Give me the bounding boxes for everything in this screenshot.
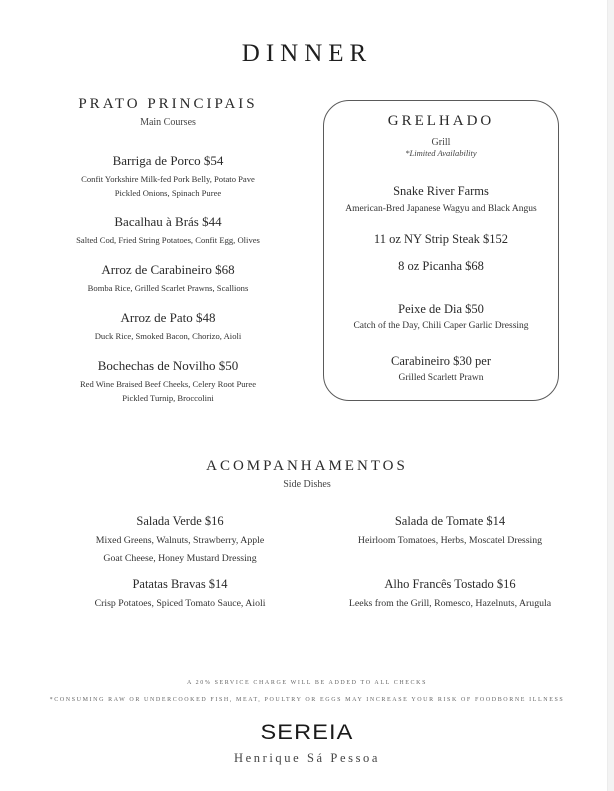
item-description (40, 172, 296, 200)
item-description (40, 595, 320, 613)
item-description (40, 329, 296, 343)
grill-item (324, 184, 558, 214)
desc-line: Pickled Turnip, Broccolini (122, 393, 214, 403)
grill-item (324, 302, 558, 331)
sides-header (0, 458, 614, 490)
mains-title: PRATO PRINCIPAIS (78, 96, 258, 112)
chef-name: Henrique Sá Pessoa (233, 751, 381, 765)
menu-item (40, 262, 296, 295)
menu-item (40, 153, 296, 200)
desc-line: Mixed Greens, Walnuts, Strawberry, Apple (95, 535, 265, 546)
item-description (40, 377, 296, 405)
desc-line: Confit Yorkshire Milk-fed Pork Belly, Potato Pave (81, 174, 255, 184)
grill-item (324, 232, 558, 247)
item-description: Catch of the Day, Chili Caper Garlic Dressing (353, 321, 529, 331)
item-description (40, 233, 296, 247)
limited-availability-note: *Limited Availability (405, 148, 477, 158)
item-name: Bacalhau à Brás $44 (114, 214, 222, 229)
item-name: Salada de Tomate $14 (394, 514, 506, 528)
desc-line: Leeks from the Grill, Romesco, Hazelnuts, Arugula (348, 598, 552, 609)
menu-item (40, 214, 296, 247)
desc-line: Duck Rice, Smoked Bacon, Chorizo, Aioli (94, 331, 242, 341)
grill-section (323, 100, 559, 401)
menu-title: DINNER (241, 40, 373, 67)
side-item (300, 577, 600, 613)
item-name: 11 oz NY Strip Steak $152 (373, 232, 509, 246)
grill-title: GRELHADO (387, 113, 495, 129)
item-name: Barriga de Porco $54 (112, 153, 224, 168)
item-name: Patatas Bravas $14 (132, 577, 228, 591)
item-name: Peixe de Dia $50 (398, 302, 484, 316)
item-description: Grilled Scarlett Prawn (398, 373, 484, 383)
item-name: Carabineiro $30 per (391, 354, 491, 368)
desc-line: Heirloom Tomatoes, Herbs, Moscatel Dressing (357, 535, 543, 546)
item-description (40, 532, 320, 568)
item-name: Arroz de Carabineiro $68 (101, 262, 235, 277)
side-item (40, 577, 320, 613)
item-name: Salada Verde $16 (136, 514, 224, 528)
desc-line: Goat Cheese, Honey Mustard Dressing (103, 553, 257, 564)
item-name: 8 oz Picanha $68 (398, 259, 484, 273)
desc-line: Bomba Rice, Grilled Scarlet Prawns, Scallions (87, 283, 249, 293)
desc-line: Salted Cod, Fried String Potatoes, Confit Egg, Olives (76, 235, 260, 245)
grill-item (324, 354, 558, 383)
grill-subtitle: Grill (431, 137, 451, 148)
desc-line: Red Wine Braised Beef Cheeks, Celery Root Puree (79, 379, 257, 389)
mains-section (40, 96, 296, 405)
sides-title: ACOMPANHAMENTOS (206, 458, 408, 474)
side-item (40, 514, 320, 568)
service-charge-note: A 20% SERVICE CHARGE WILL BE ADDED TO ALL CHECKS (186, 680, 428, 686)
desc-line: Pickled Onions, Spinach Puree (114, 188, 222, 198)
sides-subtitle: Side Dishes (283, 479, 331, 490)
item-description (310, 532, 590, 550)
side-item (310, 514, 590, 550)
menu-item (40, 310, 296, 343)
brand-logo: SEREIA (260, 721, 354, 744)
mains-subtitle: Main Courses (140, 117, 196, 128)
item-name: Alho Francês Tostado $16 (384, 577, 516, 591)
menu-item (40, 358, 296, 405)
item-description (300, 595, 600, 613)
item-name: Bochechas de Novilho $50 (97, 358, 239, 373)
item-description (40, 281, 296, 295)
grill-item (324, 259, 558, 274)
item-name: Snake River Farms (393, 184, 489, 198)
item-name: Arroz de Pato $48 (120, 310, 216, 325)
raw-food-warning: *CONSUMING RAW OR UNDERCOOKED FISH, MEAT, POULTRY OR EGGS MAY INCREASE YOUR RISK OF FOODBORNE ILLNESS (49, 697, 565, 703)
desc-line: Crisp Potatoes, Spiced Tomato Sauce, Aioli (94, 598, 266, 609)
page-edge (607, 0, 614, 791)
item-description: American-Bred Japanese Wagyu and Black Angus (345, 204, 537, 214)
